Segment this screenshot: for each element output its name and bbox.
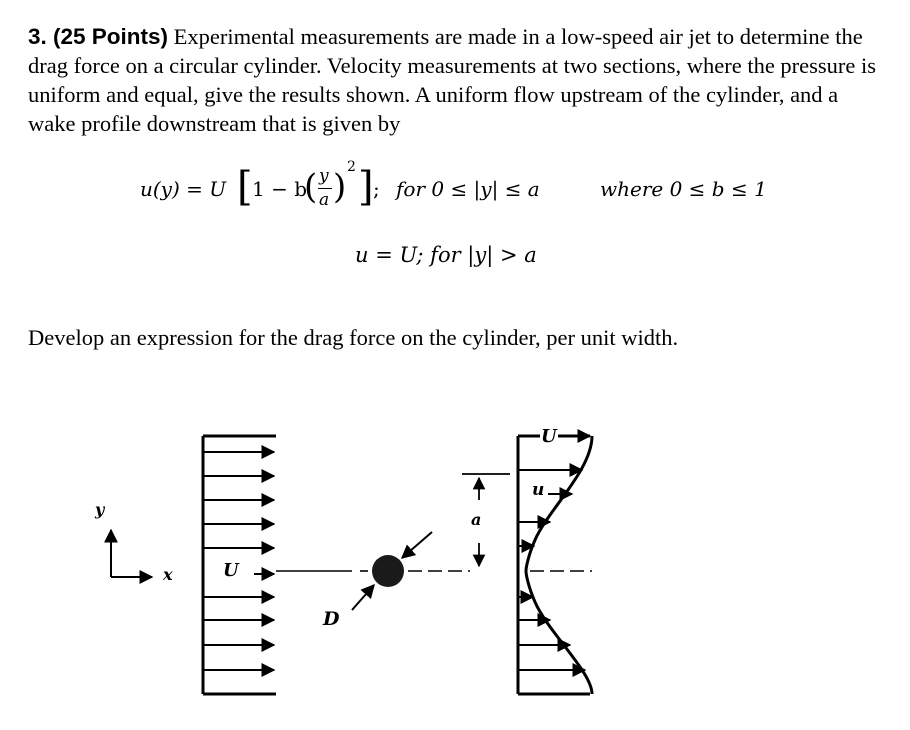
cylinder bbox=[372, 555, 404, 587]
coordinate-axes bbox=[111, 530, 152, 577]
left-paren: ( bbox=[304, 167, 318, 207]
question-text: Develop an expression for the drag force on the cylinder, per unit width. bbox=[28, 325, 679, 350]
equation-lhs: u(y) = U bbox=[140, 177, 227, 201]
equation-where-clause: where 0 ≤ b ≤ 1 bbox=[600, 177, 767, 201]
drag-label: D bbox=[323, 608, 340, 630]
outer-flow-equation: u = U; for |y| > a bbox=[355, 243, 537, 267]
left-bracket: [ bbox=[237, 164, 253, 210]
x-axis-label: x bbox=[163, 565, 173, 584]
problem-number: 3. (25 Points) bbox=[28, 24, 169, 49]
fraction-numerator: y bbox=[319, 166, 329, 186]
drag-arrow-in bbox=[402, 532, 432, 558]
exponent: 2 bbox=[347, 159, 356, 175]
y-axis-label: y bbox=[95, 500, 105, 519]
equation-separator: ; bbox=[373, 177, 380, 201]
wake-freestream-label: U bbox=[541, 426, 557, 447]
right-bracket: ] bbox=[358, 164, 374, 210]
wake-velocity-label: u bbox=[532, 480, 545, 500]
drag-arrow-out bbox=[352, 585, 374, 610]
fraction-denominator: a bbox=[319, 190, 330, 210]
upstream-velocity-label: U bbox=[223, 560, 239, 581]
equation-condition: for 0 ≤ |y| ≤ a bbox=[396, 177, 540, 201]
problem-text: Experimental measurements are made in a low-speed air jet to determine the drag force on a circular cylinder. Velocity measurements at two sections, where the pressure is uniform and equal, give the results shown. A uniform flow upstream of the cylinder, and a wake profile downstream that is given by bbox=[28, 24, 877, 136]
right-paren: ) bbox=[333, 167, 347, 207]
one-minus-b: 1 − b bbox=[252, 177, 307, 201]
wake-profile bbox=[518, 436, 592, 694]
dimension-a bbox=[462, 474, 510, 566]
dimension-a-label: a bbox=[471, 510, 482, 529]
